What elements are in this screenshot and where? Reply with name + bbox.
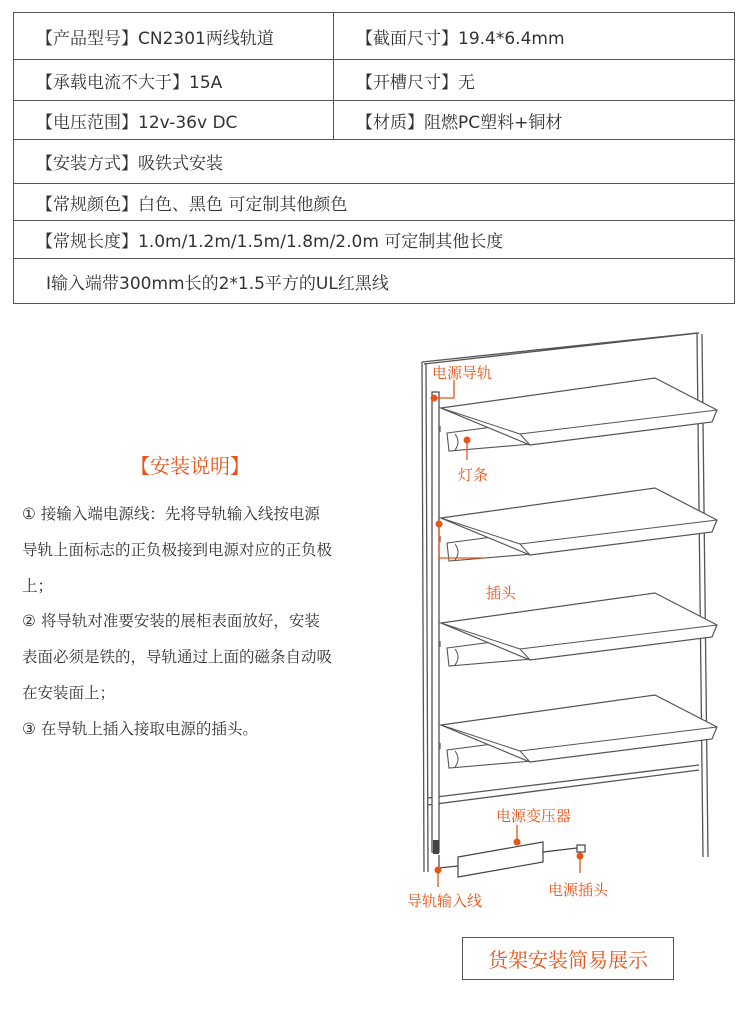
plug-dot: [436, 521, 443, 528]
rail-dot: [431, 395, 438, 402]
shelf: [434, 593, 717, 666]
light-dot: [464, 437, 471, 444]
spec-value: 阻燃PC塑料+铜材: [424, 112, 563, 133]
label-rail: 电源导轨: [432, 364, 493, 382]
input-dot: [435, 867, 442, 874]
step-line: 表面必须是铁的，导轨通过上面的磁条自动吸: [22, 648, 333, 667]
spec-label: 【安装方式】: [36, 154, 138, 174]
spec-value: I输入端带300mm长的2*1.5平方的UL红黑线: [46, 273, 389, 294]
label-input: 导轨输入线: [407, 892, 483, 910]
step-line: ③ 在导轨上插入接取电源的插头。: [22, 719, 258, 738]
spec-value: 19.4*6.4mm: [458, 28, 565, 49]
spec-label: 【电压范围】: [36, 112, 138, 133]
spec-value: 白色、黑色 可定制其他颜色: [138, 194, 348, 215]
spec-label: 【材质】: [356, 112, 424, 133]
spec-label: 【截面尺寸】: [356, 28, 458, 49]
transformer: [439, 842, 585, 877]
caption-box: 货架安装简易展示: [462, 937, 674, 980]
step-line: 上；: [22, 576, 54, 595]
spec-label: 【常规长度】: [36, 232, 138, 252]
transformer-dot: [514, 839, 521, 846]
spec-label: 【产品型号】: [36, 28, 138, 49]
shelves: [434, 378, 717, 768]
label-light: 灯条: [458, 466, 489, 484]
shelf: [434, 378, 717, 451]
step-line: 导轨上面标志的正负极接到电源对应的正负极: [22, 540, 333, 559]
spec-value: 吸铁式安装: [138, 154, 223, 174]
spec-value: 12v-36v DC: [138, 112, 238, 133]
shelf: [434, 488, 717, 561]
spec-value: 15A: [189, 72, 223, 93]
step-line: ② 将导轨对准要安装的展柜表面放好，安装: [22, 612, 320, 631]
spec-label: 【常规颜色】: [36, 194, 138, 215]
power-rail: [432, 392, 439, 854]
install-title: 【安装说明】: [130, 454, 250, 478]
label-plug: 插头: [486, 584, 517, 602]
spec-label: 【承载电流不大于】: [36, 72, 189, 93]
spec-value: 无: [458, 72, 475, 93]
spec-label: 【开槽尺寸】: [356, 72, 458, 93]
power-plug-dot: [577, 853, 584, 860]
spec-value: 1.0m/1.2m/1.5m/1.8m/2.0m 可定制其他长度: [138, 232, 504, 252]
step-line: ① 接输入端电源线：先将导轨输入线按电源: [22, 505, 320, 523]
spec-value: CN2301两线轨道: [138, 28, 274, 49]
label-power-plug: 电源插头: [548, 881, 609, 899]
label-transformer: 电源变压器: [496, 807, 572, 825]
step-line: 在安装面上；: [22, 683, 116, 702]
shelf: [434, 695, 717, 768]
